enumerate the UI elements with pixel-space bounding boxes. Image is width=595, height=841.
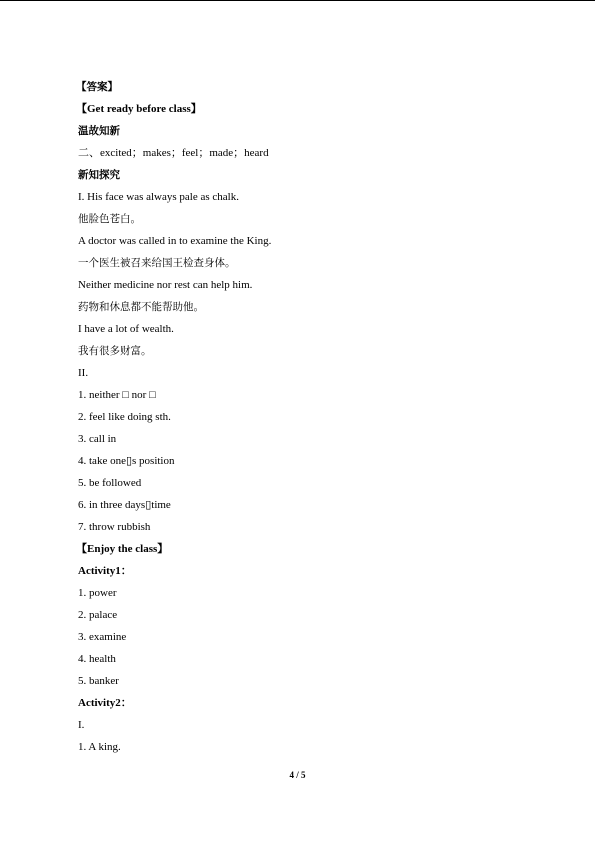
document-line: 新知探究 xyxy=(78,169,120,181)
document-line: 4. take one▯s position xyxy=(78,455,175,467)
document-line: 【答案】 xyxy=(76,81,118,93)
document-line: 5. be followed xyxy=(78,477,142,489)
document-line: 7. throw rubbish xyxy=(78,521,151,533)
document-line: 1. power xyxy=(78,587,117,599)
document-line: 【Get ready before class】 xyxy=(76,103,202,115)
header-rule xyxy=(0,0,595,1)
document-line: 我有很多财富。 xyxy=(78,345,152,357)
document-line: 他脸色苍白。 xyxy=(78,213,141,225)
document-line: I. His face was always pale as chalk. xyxy=(78,191,239,203)
document-line: 1. A king. xyxy=(78,741,121,753)
document-line: II. xyxy=(78,367,89,379)
document-line: 2. palace xyxy=(78,609,118,621)
document-line: 5. banker xyxy=(78,675,119,687)
document-line: Activity2： xyxy=(78,697,132,709)
document-line: 2. feel like doing sth. xyxy=(78,411,171,423)
document-body xyxy=(78,79,518,761)
document-line: I. xyxy=(78,719,85,731)
document-line: 一个医生被召来给国王检查身体。 xyxy=(78,257,236,269)
document-line: Activity1： xyxy=(78,565,132,577)
document-line: 3. call in xyxy=(78,433,117,445)
document-line: 1. neither □ nor □ xyxy=(78,389,156,401)
document-line: A doctor was called in to examine the King. xyxy=(78,235,272,247)
document-line: 温故知新 xyxy=(78,125,120,137)
document-line: 4. health xyxy=(78,653,116,665)
document-line: 二、excited；makes；feel；made；heard xyxy=(78,147,269,159)
page-number: 4 / 5 xyxy=(289,770,306,780)
document-line: I have a lot of wealth. xyxy=(78,323,174,335)
document-line: 药物和休息都不能帮助他。 xyxy=(78,301,204,313)
document-line: Neither medicine nor rest can help him. xyxy=(78,279,253,291)
document-line: 【Enjoy the class】 xyxy=(76,543,169,555)
document-line: 6. in three days▯time xyxy=(78,499,171,511)
document-line: 3. examine xyxy=(78,631,127,643)
